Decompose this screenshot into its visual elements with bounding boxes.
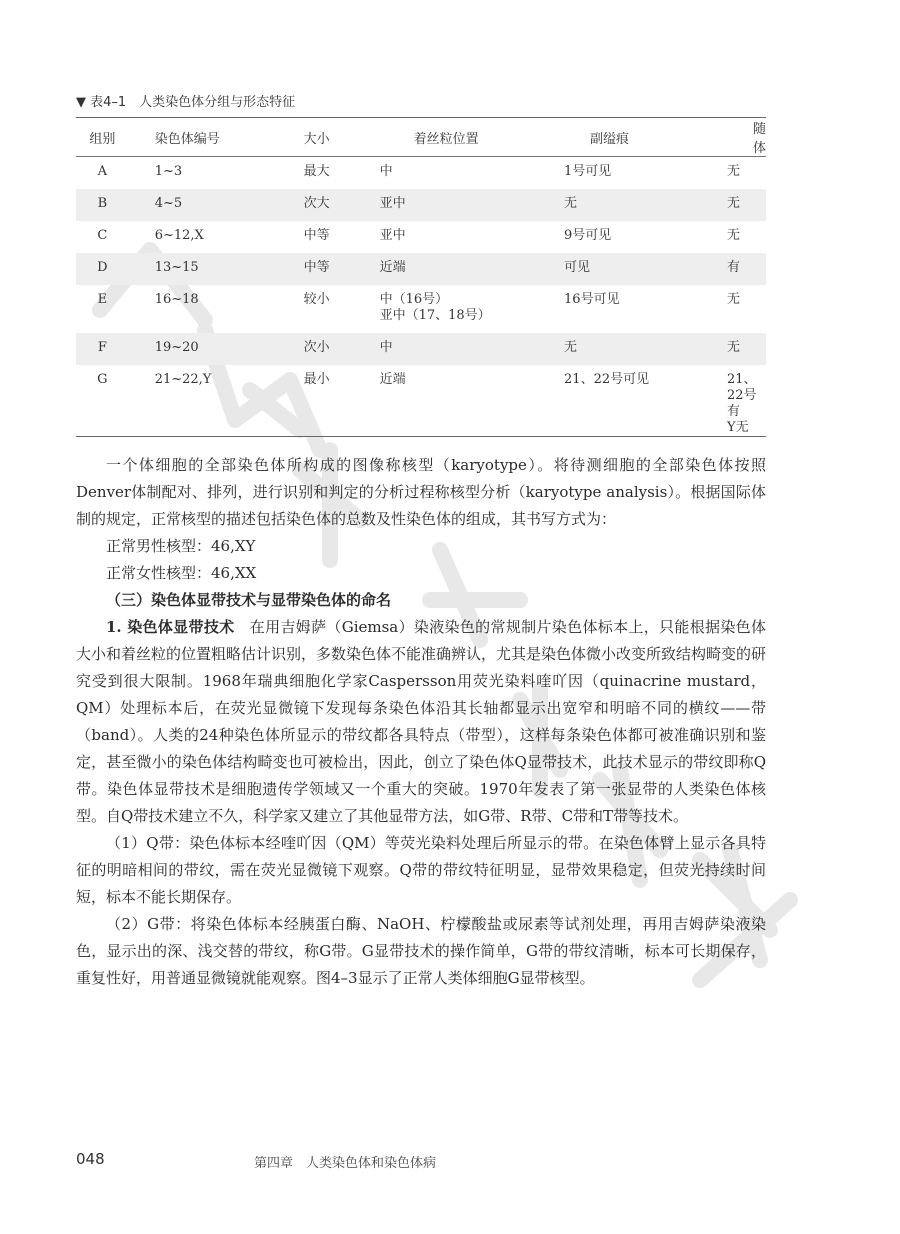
satellite-line: 有 — [726, 260, 740, 275]
cell-constriction: 21、22号可见 — [564, 372, 650, 387]
cell-numbers: 4~5 — [129, 189, 304, 221]
female-karyotype: 正常女性核型：46,XX — [106, 564, 257, 582]
centromere-line: 亚中 — [379, 196, 406, 211]
cell-constriction: 无 — [564, 333, 727, 365]
paragraph-karyotype: 一个体细胞的全部染色体所构成的图像称核型（karyotype）。将待测细胞的全部染色体按照Denver体制配对、排列，进行识别和判定的分析过程称核型分析（karyotype analysis）。根据国际体制的规定，正常核型的描述包括染色体的总数及性染色体的组成，其书写方式为： — [76, 456, 766, 528]
header-constriction: 副缢痕 — [564, 118, 727, 157]
cell-size: 中等 — [303, 228, 330, 243]
cell-constriction: 可见 — [564, 253, 727, 285]
header-satellite: 随体 — [727, 118, 766, 157]
cell-satellite — [727, 333, 766, 365]
cell-numbers: 1~3 — [154, 164, 183, 179]
cell-centromere — [380, 189, 564, 221]
paragraph-banding — [76, 614, 766, 830]
cell-group: C — [97, 228, 108, 243]
table-row — [76, 365, 766, 437]
satellite-line: 无 — [726, 292, 740, 307]
cell-constriction: 9号可见 — [564, 228, 612, 243]
page-number: 048 — [76, 1150, 105, 1168]
centromere-line: 中 — [379, 164, 393, 179]
chromosome-group-table — [76, 117, 766, 437]
satellite-line: 无 — [726, 228, 740, 243]
paragraph-lead: 1. 染色体显带技术 — [106, 618, 235, 636]
cell-satellite — [727, 221, 766, 253]
cell-centromere — [380, 333, 564, 365]
body-text — [76, 452, 766, 992]
cell-satellite — [727, 189, 766, 221]
cell-satellite — [727, 285, 766, 333]
centromere-line: 近端 — [379, 372, 406, 387]
satellite-line: 无 — [726, 340, 740, 355]
cell-group: F — [76, 333, 129, 365]
paragraph-banding-text: 在用吉姆萨（Giemsa）染液染色的常规制片染色体标本上，只能根据染色体大小和着丝粒的位置粗略估计识别，多数染色体不能准确辨认，尤其是染色体微小改变所致结构畸变的研究受到很大限制。1968年瑞典细胞化学家Caspersson用荧光染料喹吖因（quinacrine mustard，QM）处理标本后，在荧光显微镜下发现每条染色体沿其长轴都显示出宽窄和明暗不同的横纹——带（band）。人类的24种染色体所显示的带纹都各具特点（带型），这样每条染色体都可被准确识别和鉴定，甚至微小的染色体结构畸变也可被检出，因此，创立了染色体Q显带技术，此技术显示的带纹即称Q带。染色体显带技术是细胞遗传学领域又一个重大的突破。1970年发表了第一张显带的人类染色体核型。自Q带技术建立不久，科学家又建立了其他显带方法，如G带、R带、C带和T带等技术。 — [76, 618, 767, 825]
table-row — [76, 221, 766, 253]
section-heading: （三）染色体显带技术与显带染色体的命名 — [106, 591, 392, 609]
header-group: 组别 — [76, 118, 129, 157]
cell-satellite — [727, 365, 766, 437]
cell-size: 较小 — [303, 292, 330, 307]
satellite-line: 无 — [726, 196, 740, 211]
cell-centromere — [380, 365, 564, 437]
cell-size: 最大 — [303, 164, 330, 179]
table-caption: ▼ 表4–1 人类染色体分组与形态特征 — [76, 95, 296, 110]
centromere-line: 近端 — [379, 260, 406, 275]
cell-constriction: 无 — [564, 189, 727, 221]
cell-group: B — [76, 189, 129, 221]
cell-size: 次大 — [304, 189, 380, 221]
cell-numbers: 6~12,X — [154, 228, 204, 243]
cell-centromere — [380, 157, 564, 190]
cell-numbers: 21~22,Y — [154, 372, 212, 387]
header-size: 大小 — [304, 118, 380, 157]
cell-group: G — [97, 372, 108, 387]
cell-satellite — [727, 253, 766, 285]
cell-constriction: 16号可见 — [564, 292, 620, 307]
chapter-title: 第四章 人类染色体和染色体病 — [254, 1156, 437, 1171]
header-numbers: 染色体编号 — [129, 118, 304, 157]
table-header-row — [76, 118, 766, 157]
table-row — [76, 253, 766, 285]
centromere-line: 亚中 — [379, 228, 406, 243]
table-row — [76, 285, 766, 333]
cell-group: D — [76, 253, 129, 285]
header-centromere: 着丝粒位置 — [380, 118, 564, 157]
satellite-line: 无 — [726, 164, 740, 179]
paragraph-g-band: （2）G带：将染色体标本经胰蛋白酶、NaOH、柠檬酸盐或尿素等试剂处理，再用吉姆萨染液染色，显示出的深、浅交替的带纹，称G带。G显带技术的操作简单，G带的带纹清晰，标本可长期保存，重复性好，用普通显微镜就能观察。图4–3显示了正常人类体细胞G显带核型。 — [76, 915, 766, 987]
centromere-line: 亚中（17、18号） — [379, 308, 491, 323]
cell-centromere — [380, 253, 564, 285]
centromere-line: 中 — [379, 340, 393, 355]
table-row — [76, 333, 766, 365]
cell-centromere — [380, 221, 564, 253]
cell-constriction: 1号可见 — [564, 164, 612, 179]
cell-satellite — [727, 157, 766, 190]
table-row — [76, 189, 766, 221]
cell-group: E — [97, 292, 108, 307]
cell-centromere — [380, 285, 564, 333]
cell-size: 次小 — [304, 333, 380, 365]
cell-numbers: 16~18 — [154, 292, 199, 307]
satellite-line: 21、22号有 — [726, 372, 757, 419]
table-row — [76, 157, 766, 190]
cell-size: 最小 — [303, 372, 330, 387]
cell-size: 中等 — [304, 253, 380, 285]
paragraph-q-band: （1）Q带：染色体标本经喹吖因（QM）等荧光染料处理后所显示的带。在染色体臂上显示各具特征的明暗相间的带纹，需在荧光显微镜下观察。Q带的带纹特征明显，显带效果稳定，但荧光持续时间短，标本不能长期保存。 — [76, 834, 766, 906]
centromere-line: 中（16号） — [379, 292, 449, 307]
satellite-line: Y无 — [726, 420, 749, 435]
cell-numbers: 13~15 — [129, 253, 304, 285]
cell-numbers: 19~20 — [129, 333, 304, 365]
cell-group: A — [97, 164, 108, 179]
male-karyotype: 正常男性核型：46,XY — [106, 537, 256, 555]
